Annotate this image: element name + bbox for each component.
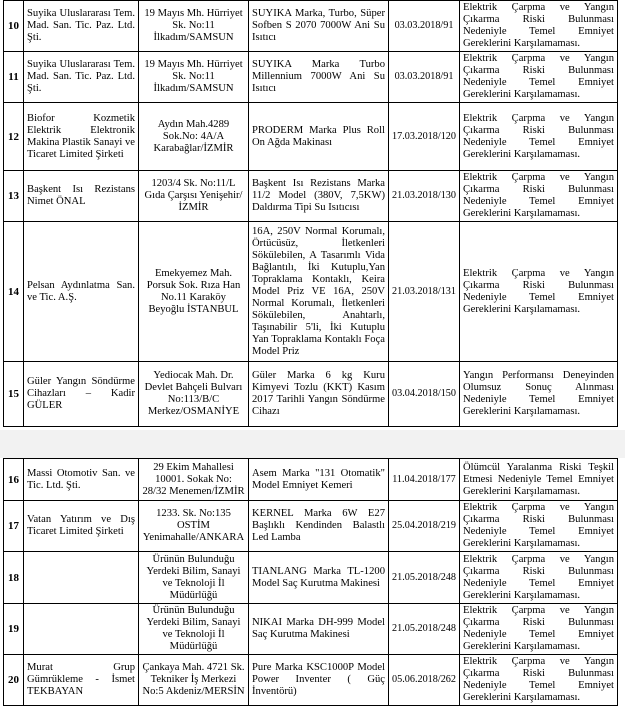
table-row: [4, 501, 618, 552]
firm-address: Yediocak Mah. Dr. Devlet Bahçeli Bulvarı No:113/B/C Merkez/OSMANİYE: [139, 362, 249, 427]
row-number: 13: [4, 171, 24, 222]
date-reference: 03.03.2018/91: [389, 1, 460, 52]
firm-name: Pelsan Aydınlatma San. ve Tic. A.Ş.: [24, 222, 139, 362]
firm-address: Çankaya Mah. 4721 Sk. Tekniker İş Merkezi No:5 Akdeniz/MERSİN: [139, 655, 249, 706]
row-number: 11: [4, 52, 24, 103]
table-row: [4, 459, 618, 501]
date-reference: 21.03.2018/130: [389, 171, 460, 222]
product-description: Pure Marka KSC1000P Model Power Inventer ( Güç İnventörü): [249, 655, 389, 706]
table-row: [4, 552, 618, 604]
table-row: [4, 362, 618, 427]
table-row: [4, 1, 618, 52]
row-number: 12: [4, 103, 24, 171]
product-description: SUYIKA Marka Turbo Millennium 7000W Ani Su Isıtıcı: [249, 52, 389, 103]
product-description: Güler Marka 6 kg Kuru Kimyevi Tozlu (KKT) Kasım 2017 Tarihli Yangın Söndürme Cihazı: [249, 362, 389, 427]
firm-address: Emekyemez Mah. Porsuk Sok. Rıza Han No.11 Karaköy Beyoğlu İSTANBUL: [139, 222, 249, 362]
firm-address: Ürünün Bulunduğu Yerdeki Bilim, Sanayi ve Teknoloji İl Müdürlüğü: [139, 552, 249, 604]
row-number: 20: [4, 655, 24, 706]
product-recall-table-1: [3, 0, 618, 427]
product-description: Başkent Isı Rezistans Marka 11/2 Model (380V, 7,5KW) Daldırma Tipi Su Isıtıcısı: [249, 171, 389, 222]
firm-address: Aydın Mah.4289 Sok.No: 4A/A Karabağlar/İZMİR: [139, 103, 249, 171]
date-reference: 17.03.2018/120: [389, 103, 460, 171]
firm-name: Murat Grup Gümrükleme - İsmet TEKBAYAN: [24, 655, 139, 706]
row-number: 16: [4, 459, 24, 501]
product-description: PRODERM Marka Plus Roll On Ağda Makinası: [249, 103, 389, 171]
firm-name: Vatan Yatırım ve Dış Ticaret Limited Şirketi: [24, 501, 139, 552]
date-reference: 11.04.2018/177: [389, 459, 460, 501]
table-row: [4, 52, 618, 103]
row-number: 10: [4, 1, 24, 52]
table-row: [4, 655, 618, 706]
firm-name: [24, 552, 139, 604]
firm-name: Suyika Uluslararası Tem. Mad. San. Tic. Paz. Ltd. Şti.: [24, 52, 139, 103]
row-number: 15: [4, 362, 24, 427]
risk-description: Elektrik Çarpma ve Yangın Çıkarma Riski Bulunması Nedeniyle Temel Emniyet Gereklerini Karşılamaması.: [460, 604, 618, 655]
firm-name: Biofor Kozmetik Elektrik Elektronik Makina Plastik Sanayi ve Ticaret Limited Şirketi: [24, 103, 139, 171]
firm-name: Güler Yangın Söndürme Cihazları – Kadir GÜLER: [24, 362, 139, 427]
firm-address: 29 Ekim Mahallesi 10001. Sokak No: 28/32 Menemen/İZMİR: [139, 459, 249, 501]
product-description: 16A, 250V Normal Korumalı, Örtücüsüz, İletkenleri Sökülebilen, A Tasarımlı Vida Bağlantılı, İki Kutuplu,Yan Topraklama Kontaklı, Keira Model Priz VE 16A, 250V Normal Korumalı, İletkenleri Sökülebilen, Anahtarlı, Taşınabilir 5'li, İki Kutuplu Yan Topraklama Kontaklı Foça Model Priz: [249, 222, 389, 362]
risk-description: Elektrik Çarpma ve Yangın Çıkarma Riski Bulunması Nedeniyle Temel Emniyet Gereklerini Karşılamaması.: [460, 1, 618, 52]
table-row: [4, 222, 618, 362]
product-recall-table-2: [3, 458, 618, 706]
row-number: 17: [4, 501, 24, 552]
risk-description: Elektrik Çarpma ve Yangın Çıkarma Riski Bulunması Nedeniyle Temel Emniyet Gereklerini Karşılamaması.: [460, 52, 618, 103]
risk-description: Ölümcül Yaralanma Riski Teşkil Etmesi Nedeniyle Temel Emniyet Gereklerini Karşılamaması.: [460, 459, 618, 501]
firm-address: 1233. Sk. No:135 OSTİM Yenimahalle/ANKARA: [139, 501, 249, 552]
firm-name: Massi Otomotiv San. ve Tic. Ltd. Şti.: [24, 459, 139, 501]
product-description: SUYIKA Marka, Turbo, Süper Sofben S 2070 7000W Ani Su Isıtıcı: [249, 1, 389, 52]
risk-description: Elektrik Çarpma ve Yangın Çıkarma Riski Bulunması Nedeniyle Temel Emniyet Gereklerini Karşılamaması.: [460, 171, 618, 222]
firm-address: 19 Mayıs Mh. Hürriyet Sk. No:11 İlkadım/SAMSUN: [139, 1, 249, 52]
document-page-2: [3, 458, 617, 706]
firm-name: Suyika Uluslararası Tem. Mad. San. Tic. Paz. Ltd. Şti.: [24, 1, 139, 52]
table-row: [4, 171, 618, 222]
risk-description: Yangın Performansı Deneyinden Olumsuz Sonuç Alınması Nedeniyle Temel Emniyet Gereklerini Karşılamaması.: [460, 362, 618, 427]
risk-description: Elektrik Çarpma ve Yangın Çıkarma Riski Bulunması Nedeniyle Temel Emniyet Gereklerini Karşılamaması.: [460, 103, 618, 171]
firm-address: 1203/4 Sk. No:11/L Gıda Çarşısı Yenişehir/İZMİR: [139, 171, 249, 222]
document-page-1: [3, 0, 617, 427]
product-description: Asem Marka "131 Otomatik" Model Emniyet Kemeri: [249, 459, 389, 501]
row-number: 19: [4, 604, 24, 655]
row-number: 18: [4, 552, 24, 604]
firm-address: Ürünün Bulunduğu Yerdeki Bilim, Sanayi ve Teknoloji İl Müdürlüğü: [139, 604, 249, 655]
date-reference: 05.06.2018/262: [389, 655, 460, 706]
date-reference: 21.05.2018/248: [389, 604, 460, 655]
table-row: [4, 604, 618, 655]
product-description: KERNEL Marka 6W E27 Başlıklı Kendinden Balastlı Led Lamba: [249, 501, 389, 552]
date-reference: 21.05.2018/248: [389, 552, 460, 604]
risk-description: Elektrik Çarpma ve Yangın Çıkarma Riski Bulunması Nedeniyle Temel Emniyet Gereklerini Karşılamaması.: [460, 222, 618, 362]
risk-description: Elektrik Çarpma ve Yangın Çıkarma Riski Bulunması Nedeniyle Temel Emniyet Gereklerini Karşılamaması.: [460, 655, 618, 706]
firm-name: Başkent Isı Rezistans Nimet ÖNAL: [24, 171, 139, 222]
page-separator: [0, 430, 625, 458]
risk-description: Elektrik Çarpma ve Yangın Çıkarma Riski Bulunması Nedeniyle Temel Emniyet Gereklerini Karşılamaması.: [460, 501, 618, 552]
product-description: NIKAI Marka DH-999 Model Saç Kurutma Makinesi: [249, 604, 389, 655]
date-reference: 03.03.2018/91: [389, 52, 460, 103]
date-reference: 03.04.2018/150: [389, 362, 460, 427]
product-description: TIANLANG Marka TL-1200 Model Saç Kurutma Makinesi: [249, 552, 389, 604]
risk-description: Elektrik Çarpma ve Yangın Çıkarma Riski Bulunması Nedeniyle Temel Emniyet Gereklerini Karşılamaması.: [460, 552, 618, 604]
date-reference: 21.03.2018/131: [389, 222, 460, 362]
date-reference: 25.04.2018/219: [389, 501, 460, 552]
firm-name: [24, 604, 139, 655]
firm-address: 19 Mayıs Mh. Hürriyet Sk. No:11 İlkadım/SAMSUN: [139, 52, 249, 103]
table-row: [4, 103, 618, 171]
row-number: 14: [4, 222, 24, 362]
